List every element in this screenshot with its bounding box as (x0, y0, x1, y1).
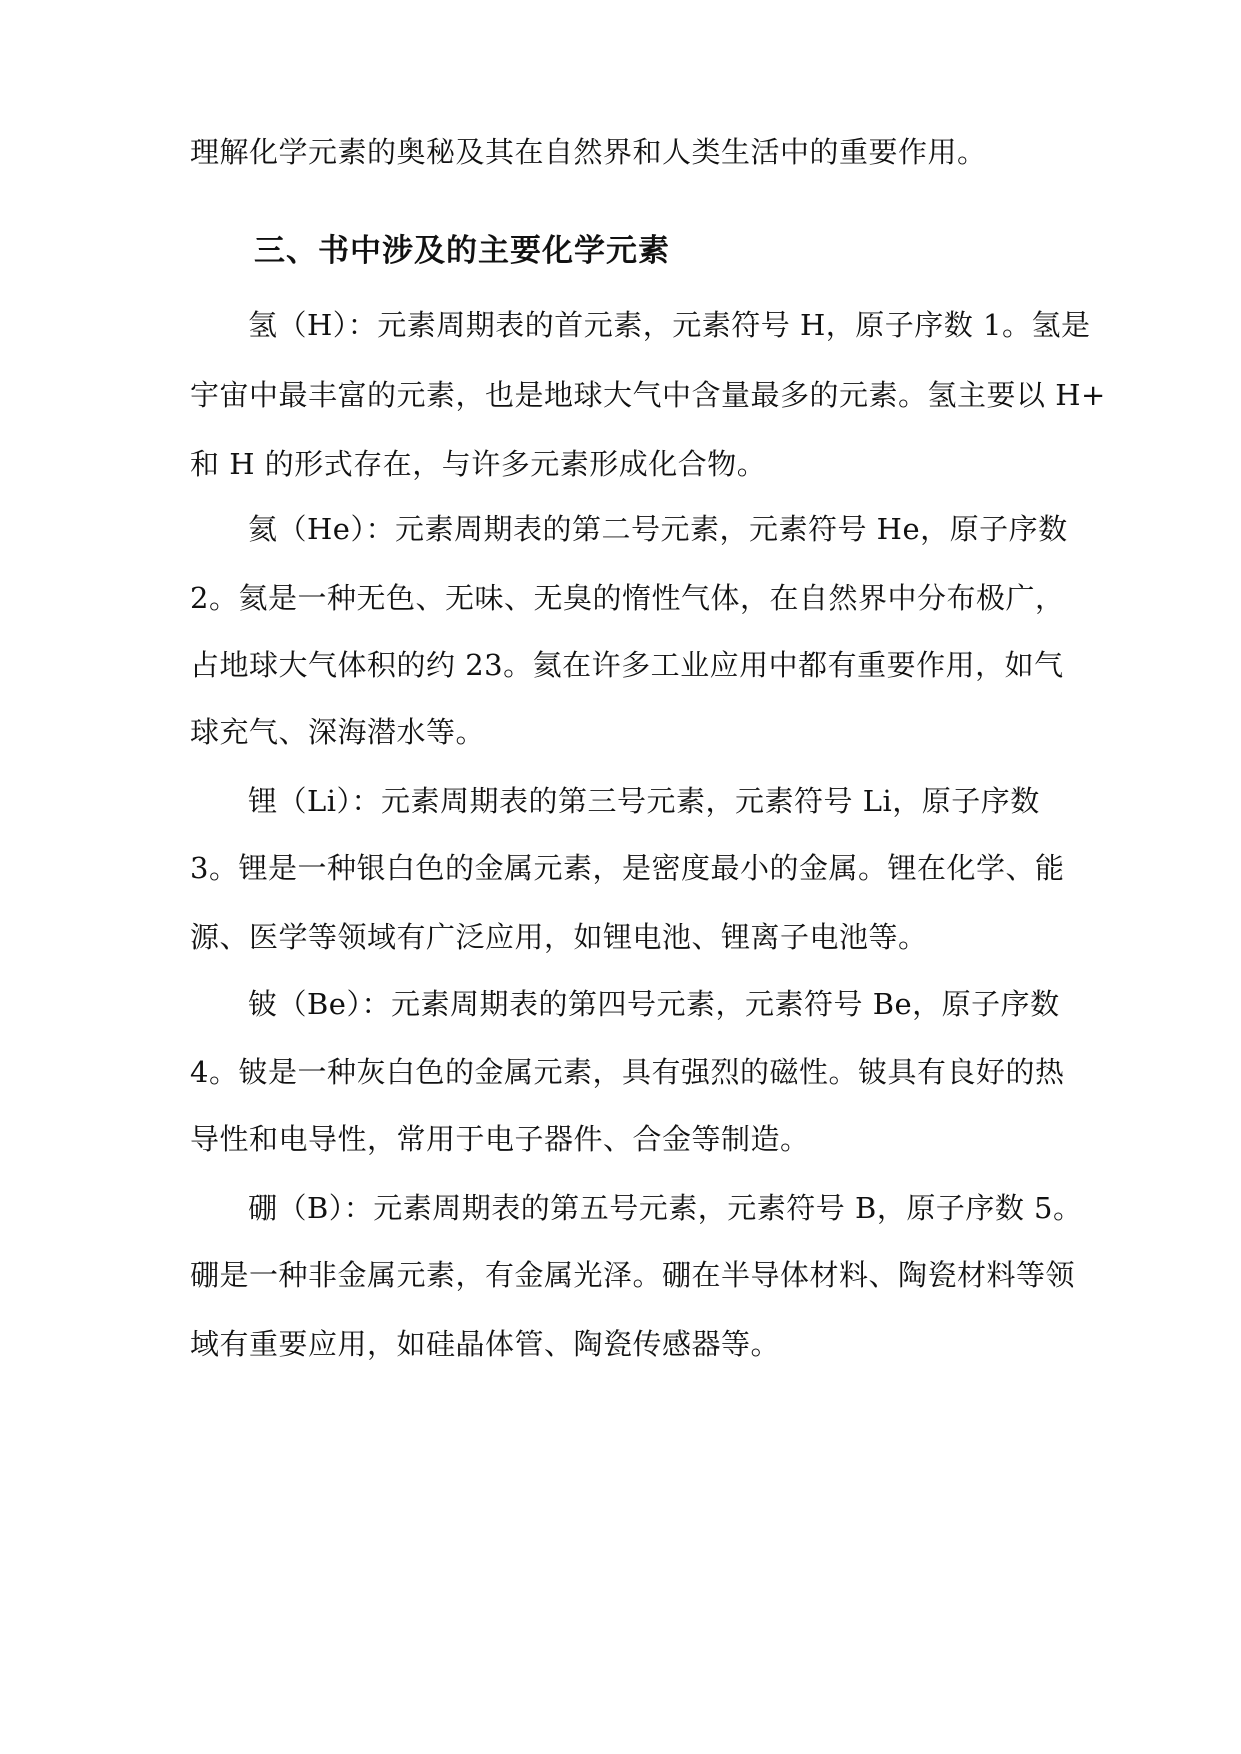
hydrogen-paragraph-line: 宇宙中最丰富的元素，也是地球大气中含量最多的元素。氢主要以 H+ (190, 378, 1106, 412)
beryllium-paragraph-line: 4。铍是一种灰白色的金属元素，具有强烈的磁性。铍具有良好的热 (190, 1055, 1065, 1089)
beryllium-paragraph-line: 导性和电导性，常用于电子器件、合金等制造。 (190, 1122, 810, 1156)
lithium-paragraph-line: 锂（Li）：元素周期表的第三号元素，元素符号 Li，原子序数 (248, 784, 1040, 818)
lithium-paragraph-line: 3。锂是一种银白色的金属元素，是密度最小的金属。锂在化学、能 (190, 851, 1065, 885)
intro-text-line: 理解化学元素的奥秘及其在自然界和人类生活中的重要作用。 (190, 135, 987, 169)
beryllium-paragraph-line: 铍（Be）：元素周期表的第四号元素，元素符号 Be，原子序数 (248, 987, 1060, 1021)
boron-paragraph-line: 硼是一种非金属元素，有金属光泽。硼在半导体材料、陶瓷材料等领 (190, 1258, 1076, 1292)
boron-paragraph-line: 硼（B）：元素周期表的第五号元素，元素符号 B，原子序数 5。 (248, 1191, 1083, 1225)
helium-paragraph-line: 氦（He）：元素周期表的第二号元素，元素符号 He，原子序数 (248, 512, 1068, 546)
hydrogen-paragraph-line: 氢（H）：元素周期表的首元素，元素符号 H，原子序数 1。氢是 (248, 308, 1091, 342)
section-heading: 三、书中涉及的主要化学元素 (254, 233, 670, 269)
boron-paragraph-line: 域有重要应用，如硅晶体管、陶瓷传感器等。 (190, 1327, 781, 1361)
helium-paragraph-line: 2。氦是一种无色、无味、无臭的惰性气体，在自然界中分布极广， (190, 581, 1065, 615)
lithium-paragraph-line: 源、医学等领域有广泛应用，如锂电池、锂离子电池等。 (190, 920, 928, 954)
helium-paragraph-line: 占地球大气体积的约 23。氦在许多工业应用中都有重要作用，如气 (190, 648, 1064, 682)
helium-paragraph-line: 球充气、深海潜水等。 (190, 715, 486, 749)
hydrogen-paragraph-line: 和 H 的形式存在，与许多元素形成化合物。 (190, 447, 767, 481)
